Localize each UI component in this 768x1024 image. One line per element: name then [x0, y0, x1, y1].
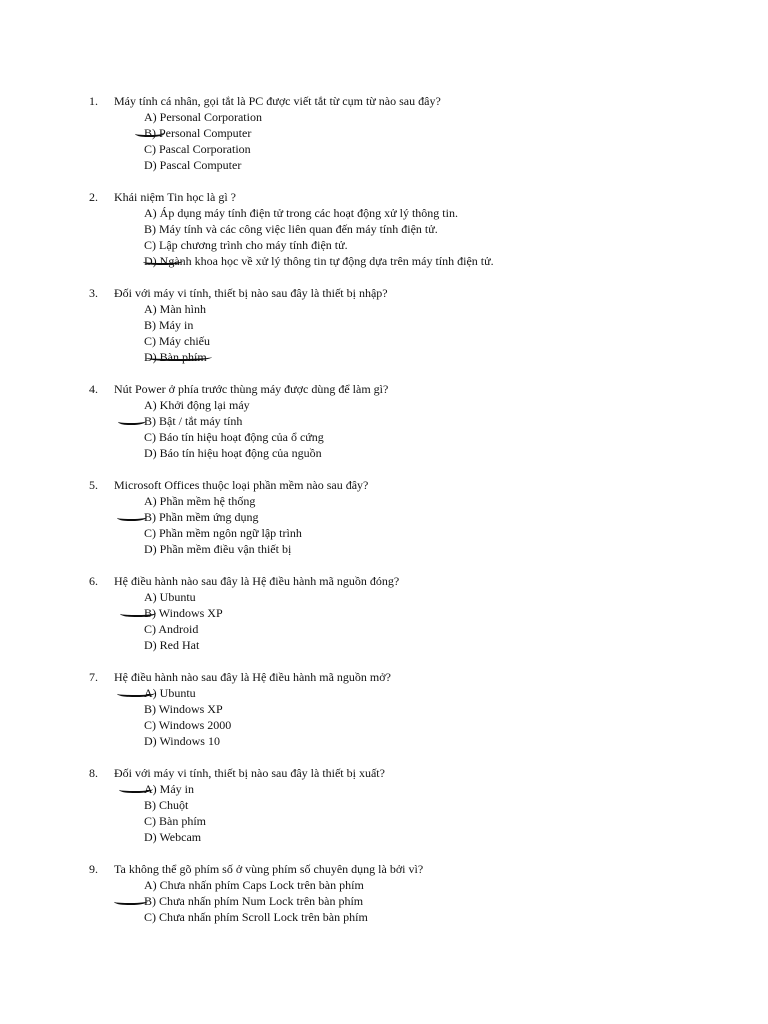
- answer-option: D) Red Hat: [144, 638, 200, 652]
- handwritten-answer-mark: [119, 785, 153, 793]
- question-text: Hệ điều hành nào sau đây là Hệ điều hành mã nguồn đóng?: [114, 574, 400, 588]
- answer-option: C) Android: [144, 622, 199, 636]
- answer-option: B) Máy tính và các công việc liên quan đến máy tính điện tử.: [144, 222, 438, 236]
- question-number: 6.: [89, 574, 98, 588]
- question-text: Nút Power ở phía trước thùng máy được dùng để làm gì?: [114, 382, 389, 396]
- answer-option: A) Ubuntu: [144, 686, 196, 700]
- answer-option: B) Phần mềm ứng dụng: [144, 510, 259, 524]
- answer-option: A) Máy in: [144, 782, 194, 796]
- answer-option: A) Khởi động lại máy: [144, 398, 250, 412]
- handwritten-answer-mark: [143, 257, 183, 265]
- answer-option: B) Chuột: [144, 798, 189, 812]
- answer-option: C) Chưa nhấn phím Scroll Lock trên bàn phím: [144, 910, 368, 924]
- answer-option: D) Windows 10: [144, 734, 220, 748]
- answer-option: B) Chưa nhấn phím Num Lock trên bàn phím: [144, 894, 364, 908]
- answer-option: C) Phần mềm ngôn ngữ lập trình: [144, 526, 302, 540]
- answer-option: A) Phần mềm hệ thống: [144, 494, 256, 508]
- answer-option: A) Màn hình: [144, 302, 206, 316]
- answer-option: A) Chưa nhấn phím Caps Lock trên bàn phím: [144, 878, 364, 892]
- handwritten-answer-mark: [117, 513, 147, 521]
- answer-option: B) Windows XP: [144, 702, 223, 716]
- answer-option: B) Windows XP: [144, 606, 223, 620]
- answer-option: C) Bàn phím: [144, 814, 206, 828]
- answer-option: A) Personal Corporation: [144, 110, 262, 124]
- answer-option: A) Áp dụng máy tính điện tử trong các hoạt động xử lý thông tin.: [144, 206, 458, 220]
- question-text: Hệ điều hành nào sau đây là Hệ điều hành mã nguồn mở?: [114, 670, 391, 684]
- answer-option: B) Personal Computer: [144, 126, 252, 140]
- question-number: 8.: [89, 766, 98, 780]
- answer-option: D) Phần mềm điều vận thiết bị: [144, 542, 292, 556]
- handwritten-answer-mark: [114, 897, 148, 905]
- question-text: Ta không thể gõ phím số ở vùng phím số chuyên dụng là bởi vì?: [114, 862, 424, 876]
- handwritten-answer-mark: [135, 129, 165, 137]
- question-text: Microsoft Offices thuộc loại phần mềm nào sau đây?: [114, 478, 369, 492]
- handwritten-answer-mark: [117, 689, 155, 697]
- question-number: 4.: [89, 382, 98, 396]
- question-number: 5.: [89, 478, 98, 492]
- answer-option: D) Pascal Computer: [144, 158, 242, 172]
- handwritten-answer-mark: [118, 417, 146, 425]
- answer-option: C) Báo tín hiệu hoạt động của ổ cứng: [144, 430, 324, 444]
- handwritten-answer-mark: [146, 353, 212, 361]
- question-text: Khái niệm Tin học là gì ?: [114, 190, 236, 204]
- answer-option: C) Máy chiếu: [144, 334, 210, 348]
- question-number: 7.: [89, 670, 98, 684]
- question-text: Đối với máy vi tính, thiết bị nào sau đây là thiết bị nhập?: [114, 286, 388, 300]
- answer-option: C) Lập chương trình cho máy tính điện tử.: [144, 238, 348, 252]
- question-number: 2.: [89, 190, 98, 204]
- answer-option: D) Bàn phím: [144, 350, 207, 364]
- answer-option: C) Pascal Corporation: [144, 142, 251, 156]
- answer-option: D) Webcam: [144, 830, 202, 844]
- answer-option: B) Máy in: [144, 318, 194, 332]
- answer-option: B) Bật / tắt máy tính: [144, 414, 243, 428]
- answer-option: D) Ngành khoa học về xử lý thông tin tự động dựa trên máy tính điện tử.: [144, 254, 494, 268]
- answer-option: A) Ubuntu: [144, 590, 196, 604]
- question-text: Đối với máy vi tính, thiết bị nào sau đây là thiết bị xuất?: [114, 766, 385, 780]
- answer-option: D) Báo tín hiệu hoạt động của nguồn: [144, 446, 322, 460]
- answer-option: C) Windows 2000: [144, 718, 232, 732]
- question-number: 9.: [89, 862, 98, 876]
- question-number: 1.: [89, 94, 98, 108]
- question-number: 3.: [89, 286, 98, 300]
- question-text: Máy tính cá nhân, gọi tắt là PC được viết tắt từ cụm từ nào sau đây?: [114, 94, 441, 108]
- handwritten-answer-mark: [120, 609, 156, 617]
